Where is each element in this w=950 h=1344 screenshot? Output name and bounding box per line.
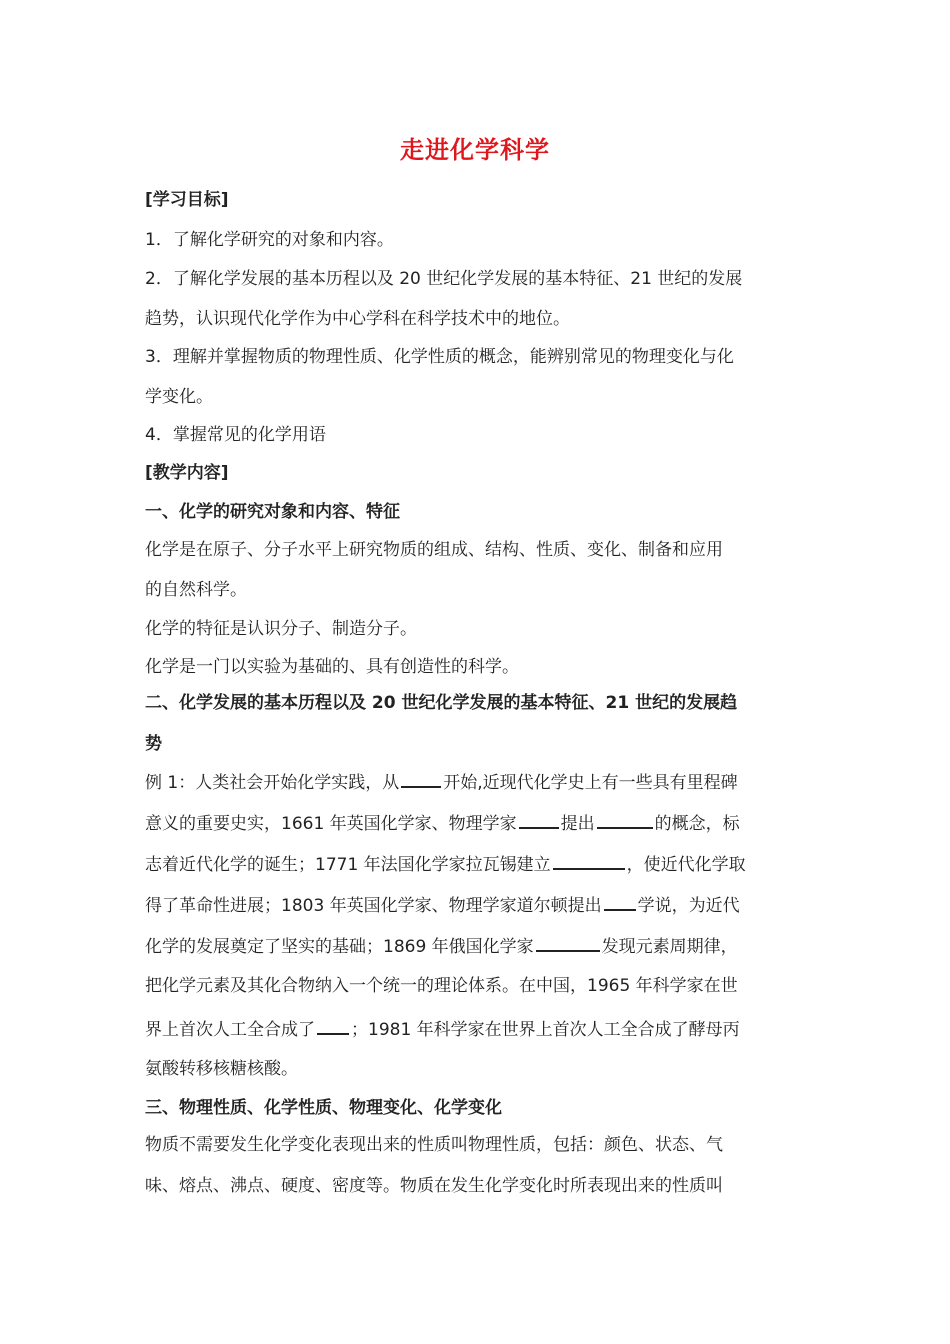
fill-in-blank (401, 769, 441, 788)
section-heading (145, 461, 815, 485)
text-segment: 发现元素周期律， (601, 937, 738, 957)
section-heading (145, 691, 815, 715)
paragraph-line (145, 617, 815, 641)
fill-in-blank (536, 933, 600, 952)
text-segment: 的自然科学。 (145, 580, 247, 600)
fill-in-blank (604, 892, 636, 911)
text-segment: 3．理解并掌握物质的物理性质、化学性质的概念，能辨别常见的物理变化与化 (145, 347, 734, 367)
section-heading (145, 1096, 815, 1120)
fill-in-blank (317, 1016, 349, 1035)
paragraph-line (145, 423, 815, 447)
paragraph-line (145, 1057, 815, 1081)
paragraph-line (145, 1174, 815, 1198)
text-segment: 物质不需要发生化学变化表现出来的性质叫物理性质，包括：颜色、状态、气 (145, 1135, 723, 1155)
paragraph-line (145, 345, 815, 369)
paragraph-line (145, 228, 815, 252)
paragraph-line (145, 307, 815, 331)
text-segment: 二、化学发展的基本历程以及 20 世纪化学发展的基本特征、21 世纪的发展趋 (145, 693, 738, 713)
text-segment: 趋势，认识现代化学作为中心学科在科学技术中的地位。 (145, 309, 570, 329)
text-segment: [教学内容] (145, 463, 229, 483)
section-heading (145, 732, 815, 756)
text-segment: 一、化学的研究对象和内容、特征 (145, 502, 400, 522)
section-heading (145, 500, 815, 524)
paragraph-line (145, 385, 815, 409)
text-segment: [学习目标] (145, 190, 229, 210)
fill-in-blank (597, 810, 653, 829)
text-segment: 界上首次人工全合成了 (145, 1020, 315, 1040)
paragraph-line (145, 267, 815, 291)
text-segment: 把化学元素及其化合物纳入一个统一的理论体系。在中国，1965 年科学家在世 (145, 976, 738, 996)
text-segment: 志着近代化学的诞生；1771 年法国化学家拉瓦锡建立 (145, 855, 551, 875)
text-segment: 得了革命性进展；1803 年英国化学家、物理学家道尔顿提出 (145, 896, 602, 916)
text-segment: 味、熔点、沸点、硬度、密度等。物质在发生化学变化时所表现出来的性质叫 (145, 1176, 723, 1196)
paragraph-line (145, 538, 815, 562)
paragraph-line (145, 851, 815, 877)
text-segment: 氨酸转移核糖核酸。 (145, 1059, 298, 1079)
fill-in-blank (519, 810, 559, 829)
text-segment: 三、物理性质、化学性质、物理变化、化学变化 (145, 1098, 502, 1118)
text-segment: ，使近代化学取 (626, 855, 746, 875)
document-title: 走进化学科学 (400, 136, 550, 164)
text-segment: 2．了解化学发展的基本历程以及 20 世纪化学发展的基本特征、21 世纪的发展 (145, 269, 743, 289)
text-segment: 化学是在原子、分子水平上研究物质的组成、结构、性质、变化、制备和应用 (145, 540, 723, 560)
text-segment: 化学是一门以实验为基础的、具有创造性的科学。 (145, 657, 519, 677)
text-segment: 例 1：人类社会开始化学实践，从 (145, 773, 400, 793)
text-segment: ；1981 年科学家在世界上首次人工全合成了酵母丙 (351, 1020, 740, 1040)
text-segment: 学说，为近代 (637, 896, 740, 916)
paragraph-line (145, 933, 815, 959)
text-segment: 化学的发展奠定了坚实的基础；1869 年俄国化学家 (145, 937, 534, 957)
text-segment: 意义的重要史实，1661 年英国化学家、物理学家 (145, 814, 517, 834)
text-segment: 1．了解化学研究的对象和内容。 (145, 230, 394, 250)
paragraph-line (145, 892, 815, 918)
paragraph-line (145, 1133, 815, 1157)
text-segment: 的概念，标 (654, 814, 740, 834)
paragraph-line (145, 769, 815, 795)
paragraph-line (145, 655, 815, 679)
paragraph-line (145, 1016, 815, 1042)
paragraph-line (145, 810, 815, 836)
text-segment: 开始,近现代化学史上有一些具有里程碑 (443, 773, 738, 793)
fill-in-blank (553, 851, 625, 870)
text-segment: 学变化。 (145, 387, 213, 407)
text-segment: 势 (145, 734, 162, 754)
paragraph-line (145, 578, 815, 602)
text-segment: 4．掌握常见的化学用语 (145, 425, 326, 445)
section-heading (145, 188, 815, 212)
text-segment: 提出 (560, 814, 595, 834)
text-segment: 化学的特征是认识分子、制造分子。 (145, 619, 417, 639)
paragraph-line (145, 974, 815, 998)
